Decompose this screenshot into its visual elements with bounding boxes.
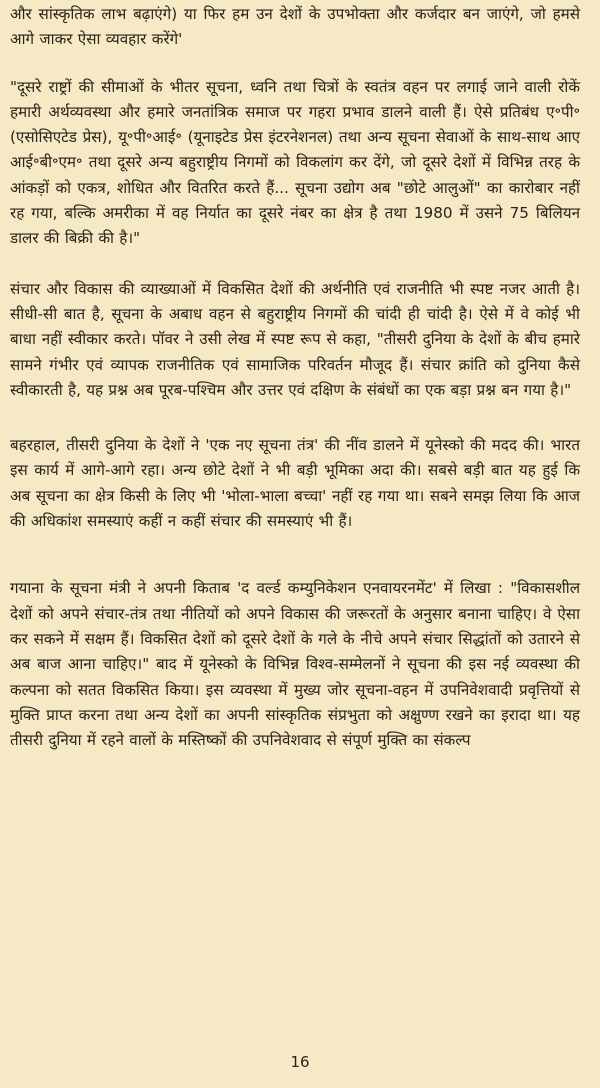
paragraph-continuation: और सांस्कृतिक लाभ बढ़ाएंगे) या फिर हम उन देशों के उपभोक्ता और कर्जदार बन जाएंगे, जो हमसे आगे जाकर ऐसा व्यवहार करेंगे' xyxy=(10,5,580,49)
paragraph-quote-restrictions: "दूसरे राष्ट्रों की सीमाओं के भीतर सूचना, ध्वनि तथा चित्रों के स्वतंत्र वहन पर लगाई जाने वाली रोकें हमारी अर्थव्यवस्था और हमारे जनतांत्रिक समाज पर गहरा प्रभाव डालने वाली हैं। ऐसे प्रतिबंध ए॰पी॰ (एसोसिएटेड प्रेस), यू॰पी॰आई॰ (यूनाइटेड प्रेस इंटरनेशनल) तथा अन्य सूचना सेवाओं के साथ-साथ आए आई॰बी॰एम॰ तथा दूसरे अन्य बहुराष्ट्रीय निगमों को विकलांग कर देंगे, जो दूसरे देशों में विभिन्न तरह के आंकड़ों को एकत्र, शोधित और वितरित करते हैं... सूचना उद्योग अब "छोटे आलुओं" का कारोबार नहीं रह गया, बल्कि अमरीका में वह निर्यात का दूसरे नंबर का क्षेत्र है तथा 1980 में उसने 75 बिलियन डालर की बिक्री की है।" xyxy=(10,77,580,248)
paragraph-new-information-order: बहरहाल, तीसरी दुनिया के देशों ने 'एक नए सूचना तंत्र' की नींव डालने में यूनेस्को की मदद की। भारत इस कार्य में आगे-आगे रहा। अन्य छोटे देशों ने भी बड़ी भूमिका अदा की। सबसे बड़ी बात यह हुई कि अब सूचना का क्षेत्र किसी के लिए भी 'भोला-भाला बच्चा' नहीं रह गया था। सबने समझ लिया कि आज की अधिकांश समस्याएं कहीं न कहीं संचार की समस्याएं भी हैं। xyxy=(10,436,580,531)
paragraph-communication-development: संचार और विकास की व्याख्याओं में विकसित देशों की अर्थनीति एवं राजनीति भी स्पष्ट नजर आती है। सीधी-सी बात है, सूचना के अबाध वहन से बहुराष्ट्रीय निगमों की चांदी ही चांदी है। ऐसे में वे कोई भी बाधा नहीं स्वीकार करते। पॉवर ने उसी लेख में स्पष्ट रूप से कहा, "तीसरी दुनिया के देशों के बीच हमारे सामने गंभीर एवं व्यापक राजनीतिक एवं सामाजिक परिवर्तन मौजूद हैं। संचार क्रांति को दुनिया कैसे स्वीकारती है, यह प्रश्न अब पूरब-पश्चिम और उत्तर एवं दक्षिण के संबंधों का एक बड़ा प्रश्न बन गया है।" xyxy=(10,279,580,399)
page-number: 16 xyxy=(290,1053,310,1071)
paragraph-guyana-minister: गयाना के सूचना मंत्री ने अपनी किताब 'द वर्ल्ड कम्युनिकेशन एनवायरनमेंट' में लिखा : "विकासशील देशों को अपने संचार-तंत्र तथा नीतियों को अपने विकास की जरूरतों के अनुसार बनाना चाहिए। वे ऐसा कर सकने में सक्षम हैं। विकसित देशों को दूसरे देशों के गले के नीचे अपने संचार सिद्धांतों को उतारने से अब बाज आना चाहिए।" बाद में यूनेस्को के विभिन्न विश्व-सम्मेलनों ने सूचना की इस नई व्यवस्था की कल्पना को सतत विकसित किया। इस व्यवस्था में मुख्य जोर सूचना-वहन में उपनिवेशवादी प्रवृत्तियों से मुक्ति प्राप्त करना तथा अन्य देशों का अपनी सांस्कृतिक संप्रभुता को अक्षुण्ण रखने का इरादा था। यह तीसरी दुनिया में रहने वालों के मस्तिष्कों की उपनिवेशवाद से संपूर्ण मुक्ति का संकल्प xyxy=(10,579,580,750)
